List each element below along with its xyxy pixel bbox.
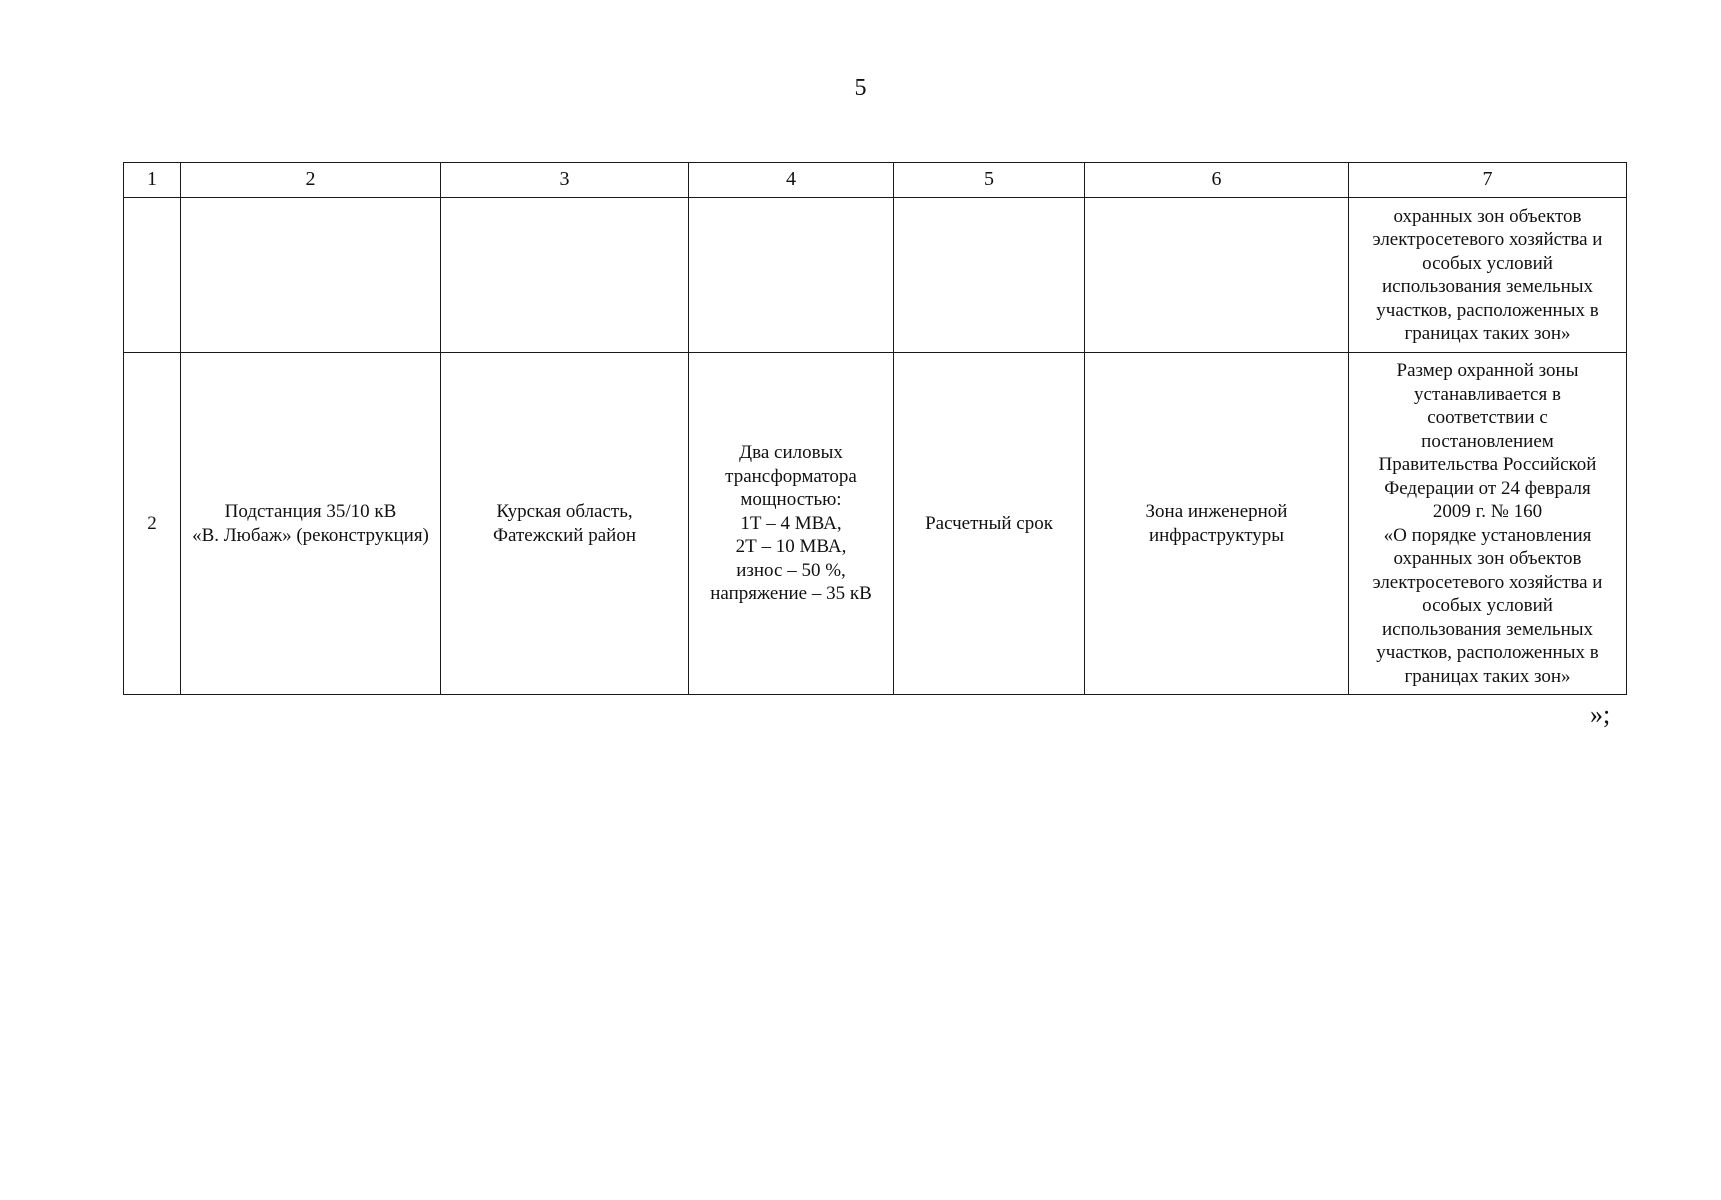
cont-cell-4 xyxy=(689,198,894,353)
object-name xyxy=(181,353,441,695)
header-cell-4: 4 xyxy=(689,163,894,198)
closing-quote-mark: »; xyxy=(1590,700,1611,729)
header-cell-6: 6 xyxy=(1085,163,1349,198)
characteristics xyxy=(689,353,894,695)
cont-cell-6 xyxy=(1085,198,1349,353)
page-number: 5 xyxy=(854,75,867,101)
object-name-text: Подстанция 35/10 кВ «В. Любаж» (реконструкция) xyxy=(192,501,429,546)
header-cell-5: 5 xyxy=(894,163,1085,198)
header-cell-1: 1 xyxy=(124,163,181,198)
functional-zone-text: Зона инженерной инфраструктуры xyxy=(1145,501,1288,546)
location xyxy=(441,353,689,695)
protection-zone xyxy=(1349,353,1627,695)
cont-cell-1 xyxy=(124,198,181,353)
header-cell-2: 2 xyxy=(181,163,441,198)
protection-zone-text: Размер охранной зоны устанавливается в соответствии с постановлением Правительства Российской Федерации от 24 февраля 2009 г. № 160 «О порядке установления охранных зон объектов электросетевого хозяйства и особых условий использования земельных участков, расположенных в границах таких зон» xyxy=(1372,360,1603,687)
header-cell-7: 7 xyxy=(1349,163,1627,198)
functional-zone xyxy=(1085,353,1349,695)
characteristics-text: Два силовых трансформатора мощностью: 1Т – 4 МВА, 2Т – 10 МВА, износ – 50 %, напряжение – 35 кВ xyxy=(710,442,872,605)
table-row xyxy=(124,353,1627,695)
table-row-continuation xyxy=(124,198,1627,353)
implementation-term-text: Расчетный срок xyxy=(925,512,1053,534)
cont-protection-zone-text: охранных зон объектов электросетевого хозяйства и особых условий использования земельных участков, расположенных в границах таких зон» xyxy=(1372,205,1603,344)
cont-cell-3 xyxy=(441,198,689,353)
cont-cell-7 xyxy=(1349,198,1627,353)
implementation-term xyxy=(894,353,1085,695)
cont-cell-5 xyxy=(894,198,1085,353)
header-cell-3: 3 xyxy=(441,163,689,198)
row-number: 2 xyxy=(124,353,181,695)
document-table xyxy=(123,162,1627,695)
cont-cell-2 xyxy=(181,198,441,353)
location-text: Курская область, Фатежский район xyxy=(493,501,636,546)
table-header-row xyxy=(124,163,1627,198)
